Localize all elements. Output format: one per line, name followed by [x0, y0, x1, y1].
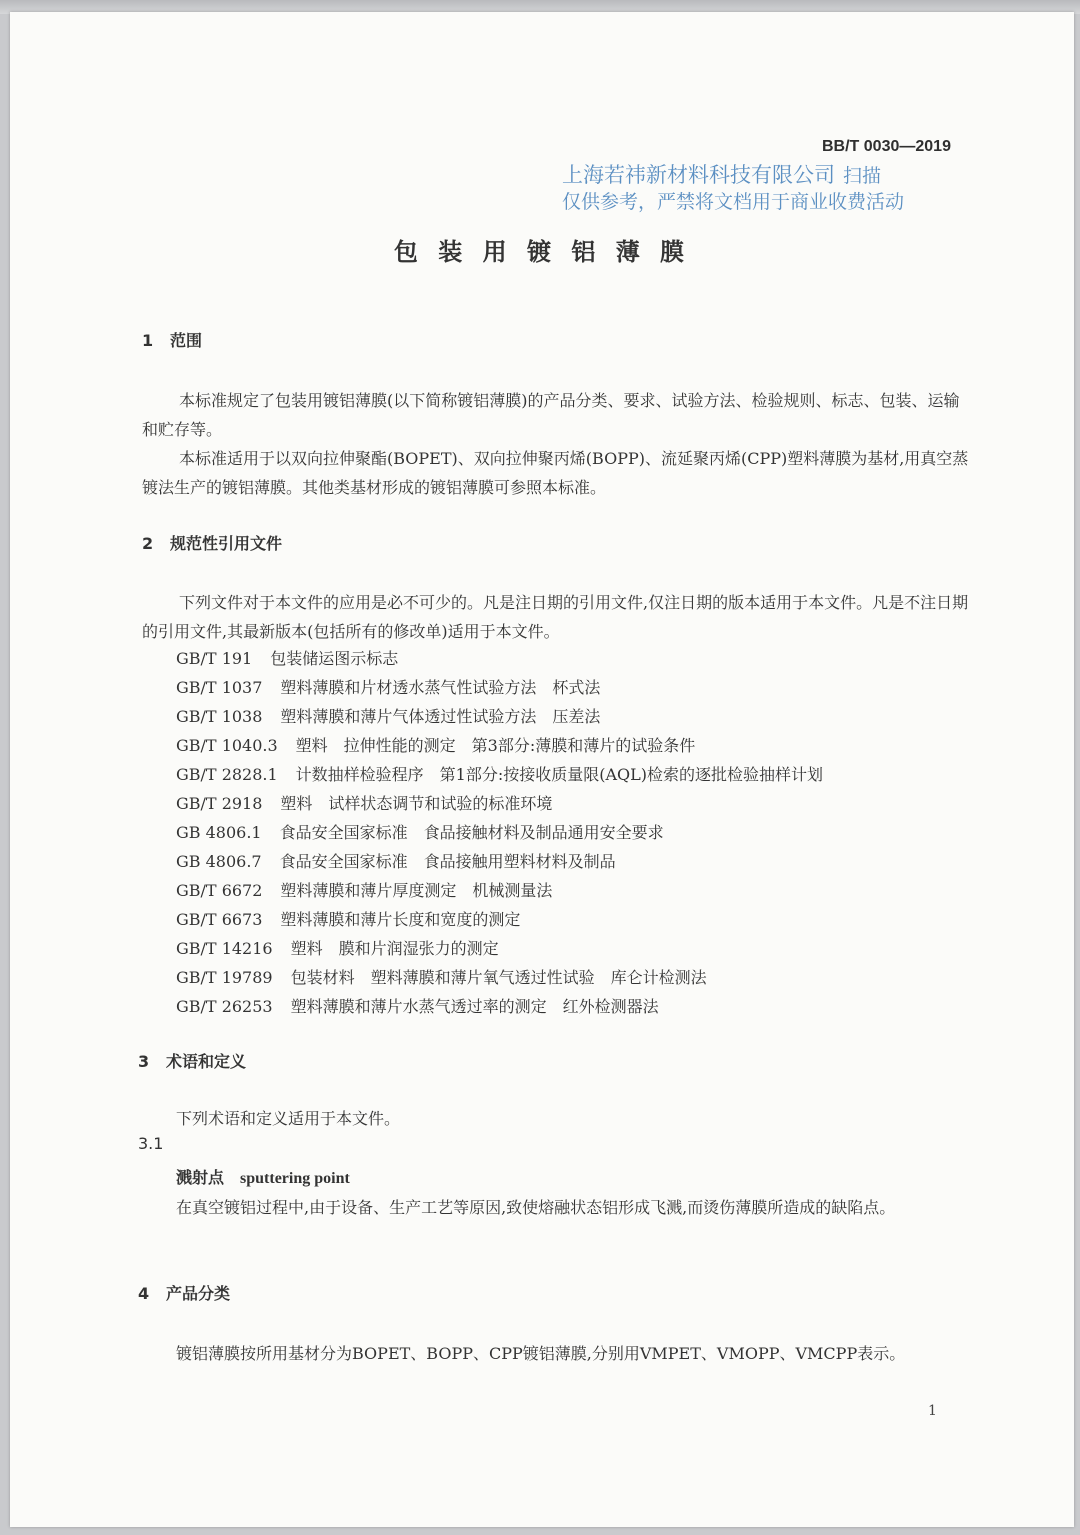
- reference-title: 塑料薄膜和薄片水蒸气透过率的测定 红外检测器法: [290, 997, 659, 1016]
- term-en: sputtering point: [240, 1170, 350, 1187]
- reference-row: [176, 791, 552, 814]
- section-3-heading: [138, 1049, 246, 1072]
- reference-code: GB/T 6673: [176, 910, 263, 929]
- section-number: 1: [142, 331, 154, 350]
- term-definition: 在真空镀铝过程中,由于设备、生产工艺等原因,致使熔融状态铝形成飞溅,而烫伤薄膜所造成的缺陷点。: [176, 1198, 896, 1217]
- section-number: 2: [142, 534, 154, 553]
- section-4-paragraph: 镀铝薄膜按所用基材分为BOPET、BOPP、CPP镀铝薄膜,分别用VMPET、VMOPP、VMCPP表示。: [176, 1344, 906, 1363]
- section-title: 范围: [170, 331, 203, 350]
- term-heading: [176, 1165, 350, 1188]
- section-1-paragraph-1: 本标准规定了包装用镀铝薄膜(以下简称镀铝薄膜)的产品分类、要求、试验方法、检验规则、标志、包装、运输和贮存等。: [142, 391, 960, 439]
- reference-row: [176, 733, 695, 756]
- reference-title: 塑料 膜和片润湿张力的测定: [290, 939, 499, 958]
- reference-row: [176, 820, 664, 843]
- reference-code: GB/T 191: [176, 649, 253, 668]
- reference-code: GB/T 26253: [176, 997, 273, 1016]
- section-3-intro: 下列术语和定义适用于本文件。: [176, 1109, 401, 1128]
- reference-code: GB/T 6672: [176, 881, 263, 900]
- reference-row: [176, 878, 552, 901]
- term-cn: 溅射点: [176, 1168, 225, 1187]
- reference-title: 塑料薄膜和薄片长度和宽度的测定: [280, 910, 521, 929]
- reference-title: 塑料薄膜和薄片气体透过性试验方法 压差法: [280, 707, 601, 726]
- reference-code: GB/T 19789: [176, 968, 273, 987]
- reference-code: GB 4806.1: [176, 823, 262, 842]
- standard-code: BB/T 0030—2019: [822, 138, 951, 155]
- reference-title: 塑料薄膜和片材透水蒸气性试验方法 杯式法: [280, 678, 601, 697]
- section-title: 术语和定义: [166, 1052, 247, 1071]
- section-2-heading: [142, 531, 282, 554]
- reference-row: [176, 936, 499, 959]
- section-number: 4: [138, 1284, 150, 1303]
- reference-row: [176, 646, 398, 669]
- section-title: 产品分类: [166, 1284, 231, 1303]
- reference-title: 食品安全国家标准 食品接触用塑料材料及制品: [279, 852, 616, 871]
- reference-title: 塑料 拉伸性能的测定 第3部分:薄膜和薄片的试验条件: [295, 736, 696, 755]
- reference-title: 塑料 试样状态调节和试验的标准环境: [280, 794, 553, 813]
- reference-row: [176, 994, 659, 1017]
- reference-code: GB/T 14216: [176, 939, 273, 958]
- watermark-action: 扫描: [843, 165, 882, 187]
- reference-row: [176, 849, 616, 872]
- reference-row: [176, 762, 823, 785]
- watermark-notice: 仅供参考，严禁将文档用于商业收费活动: [562, 191, 905, 213]
- reference-title: 计数抽样检验程序 第1部分:按接收质量限(AQL)检索的逐批检验抽样计划: [295, 765, 824, 784]
- section-2-intro: 下列文件对于本文件的应用是必不可少的。凡是注日期的引用文件,仅注日期的版本适用于本文件。凡是不注日期的引用文件,其最新版本(包括所有的修改单)适用于本文件。: [142, 593, 969, 641]
- reference-code: GB/T 2918: [176, 794, 263, 813]
- reference-code: GB/T 1040.3: [176, 736, 278, 755]
- reference-row: [176, 704, 600, 727]
- watermark-company: 上海若祎新材料科技有限公司: [562, 163, 835, 187]
- reference-code: GB/T 1038: [176, 707, 263, 726]
- term-number: 3.1: [138, 1134, 164, 1153]
- section-title: 规范性引用文件: [170, 534, 283, 553]
- section-number: 3: [138, 1052, 150, 1071]
- reference-title: 包装材料 塑料薄膜和薄片氧气透过性试验 库仑计检测法: [290, 968, 707, 987]
- reference-title: 食品安全国家标准 食品接触材料及制品通用安全要求: [279, 823, 664, 842]
- reference-code: GB/T 2828.1: [176, 765, 278, 784]
- page-number: 1: [928, 1403, 937, 1419]
- watermark-company-line: [562, 159, 881, 189]
- document-title: 包 装 用 镀 铝 薄 膜: [393, 238, 691, 266]
- section-1-heading: [142, 328, 202, 351]
- section-1-paragraph-2: 本标准适用于以双向拉伸聚酯(BOPET)、双向拉伸聚丙烯(BOPP)、流延聚丙烯(CPP)塑料薄膜为基材,用真空蒸镀法生产的镀铝薄膜。其他类基材形成的镀铝薄膜可参照本标准。: [142, 449, 969, 497]
- section-4-heading: [138, 1281, 230, 1304]
- reference-title: 塑料薄膜和薄片厚度测定 机械测量法: [280, 881, 553, 900]
- reference-row: [176, 907, 520, 930]
- reference-row: [176, 965, 707, 988]
- reference-code: GB 4806.7: [176, 852, 262, 871]
- reference-row: [176, 675, 600, 698]
- document-page: [10, 12, 1074, 1527]
- reference-title: 包装储运图示标志: [270, 649, 399, 668]
- reference-code: GB/T 1037: [176, 678, 263, 697]
